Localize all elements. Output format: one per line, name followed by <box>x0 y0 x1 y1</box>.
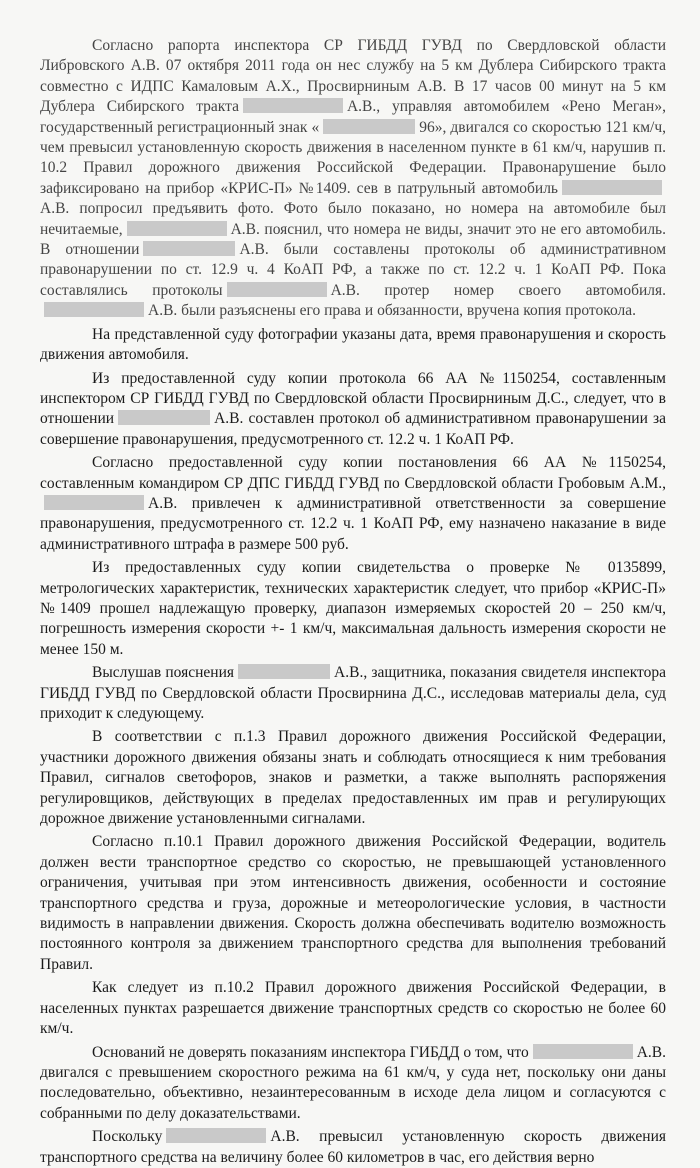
redacted-name <box>143 241 235 256</box>
text-segment: 96», двигался со скоростью 121 км/ч, чем превысил установленную скорость движения в населенном пункте в 61 км/ч, нарушив п. 10.2 Правил дорожного движения Российской Федерации. Правонарушение было зафиксировано на прибор «КРИС-П» №1409. сев в патрульный автомобиль <box>40 118 666 197</box>
paragraph-p8 <box>40 832 666 975</box>
text-segment: Как следует из п.10.2 Правил дорожного движения Российской Федерации, в населенных пунктах разрешается движение транспортных средств со скоростью не более 60 км/ч. <box>40 979 666 1038</box>
text-segment: Согласно предоставленной суду копии постановления 66 АА №1150254, составленным командиром СР ДПС ГИБДД ГУВД по Свердловской области Гробовым А.М., <box>40 454 666 492</box>
paragraph-p10 <box>40 1043 666 1125</box>
paragraph-p7 <box>40 727 666 829</box>
text-segment: А.В. были составлены протоколы об административном правонарушении по ст. 12.9 ч. 4 КоАП РФ, а также по ст. 12.2 ч. 1 КоАП РФ. Пока составлялись протоколы <box>40 241 667 299</box>
text-segment: Выслушав пояснения <box>92 664 235 682</box>
redacted-name <box>118 410 210 425</box>
text-segment: А.В. составлен протокол об административном правонарушении за совершение правонарушения, предусмотренного ст. 12.2 ч. 1 КоАП РФ. <box>40 410 666 448</box>
text-segment: А.В. привлечен к административной ответственности за совершение правонарушения, предусмотренного ст. 12.2 ч. 1 КоАП РФ, ему назначено наказание в виде административного штрафа в размере 500 руб. <box>40 494 666 553</box>
text-segment: Из предоставленных суду копии свидетельства о проверке № 0135899, метрологических характеристик, технических характеристик следует, что прибор «КРИС-П» №1409 прошел надлежащую проверку, диапазон измеряемых скоростей 20 – 250 км/ч, погрешность измерения скорости +- 1 км/ч, максимальная дальность измерения скорости не менее 150 м. <box>40 559 666 658</box>
text-segment: А.В. превысил установленную скорость движения транспортного средства на величину более 60 километров в час, его действия верно <box>40 1128 666 1166</box>
text-segment: Согласно рапорта инспектора СР ГИБДД ГУВД по Свердловской области Либровского А.В. 07 октября 2011 года он нес службу на 5 км Дублера Сибирского тракта совместно с ИДПС Камаловым А.Х., Просвирниным А.В. В 17 часов 00 минут на 5 км Дублера Сибирского тракта <box>40 37 666 116</box>
redacted-name <box>227 282 327 297</box>
paragraph-p4 <box>40 453 666 555</box>
paragraph-p9 <box>40 978 666 1039</box>
paragraph-p1 <box>40 36 666 322</box>
redacted-name <box>44 495 144 510</box>
paragraph-p3 <box>40 369 666 451</box>
redacted-name <box>243 98 343 113</box>
text-segment: На представленной суду фотографии указаны дата, время правонарушения и скорость движения автомобиля. <box>40 325 666 364</box>
text-segment: Согласно п.10.1 Правил дорожного движения Российской Федерации, водитель должен вести транспортное средство со скоростью, не превышающей установленного ограничения, учитывая при этом интенсивность движения, особенности и состояние транспортного средства и груза, дорожные и метеорологические условия, в частности видимость в направлении движения. Скорость должна обеспечивать водителю возможность постоянного контроля за движением транспортного средства для выполнения требований Правил. <box>40 833 666 973</box>
redacted-name <box>44 302 144 317</box>
text-segment: А.В. двигался с превышением скоростного режима на 61 км/ч, у суда нет, поскольку они даны последовательно, объективно, незаинтересованным в исходе дела лицом и согласуются с собранными по делу доказательствами. <box>40 1043 666 1122</box>
document-body <box>40 36 666 1168</box>
text-segment: Из предоставленной суду копии протокола 66 АА №1150254, составленным инспектором СР ГИБДД ГУВД по Свердловской области Просвирниным Д.С., следует, что в отношении <box>40 369 666 428</box>
text-segment: А.В., управляя автомобилем «Рено Меган», государственный регистрационный знак « <box>40 98 666 136</box>
redacted-name <box>166 1128 266 1143</box>
text-segment: А.В. были разъяснены его права и обязанности, вручена копия протокола. <box>148 302 636 320</box>
paragraph-p6 <box>40 663 666 724</box>
text-segment: Оснований не доверять показаниям инспектора ГИБДД о том, что <box>92 1043 529 1061</box>
paragraph-p5 <box>40 558 666 660</box>
text-segment: Поскольку <box>92 1128 163 1146</box>
text-segment: А.В. попросил предъявить фото. Фото было показано, но номера на автомобиле был нечитаемые, <box>40 200 666 238</box>
text-segment: А.В., защитника, показания свидетеля инспектора ГИБДД ГУВД по Свердловской области Просвирнина Д.С., исследовав материалы дела, суд приходит к следующему. <box>40 664 666 722</box>
paragraph-p11 <box>40 1127 666 1168</box>
redacted-name <box>562 180 662 195</box>
redacted-name <box>323 119 415 134</box>
text-segment: А.В. протер номер своего автомобиля. <box>330 281 666 299</box>
paragraph-p2 <box>40 325 666 366</box>
redacted-name <box>533 1044 633 1059</box>
redacted-name <box>238 664 330 679</box>
redacted-name <box>127 221 227 236</box>
text-segment: В соответствии с п.1.3 Правил дорожного движения Российской Федерации, участники дорожного движения обязаны знать и соблюдать относящиеся к ним требования Правил, сигналов светофоров, знаков и разметки, а также выполнять распоряжения регулировщиков, действующих в пределах предоставленных им прав и регулирующих дорожное движение установленными сигналами. <box>40 728 666 828</box>
text-segment: А.В. пояснил, что номера не виды, значит это не его автомобиль. В отношении <box>40 220 666 259</box>
